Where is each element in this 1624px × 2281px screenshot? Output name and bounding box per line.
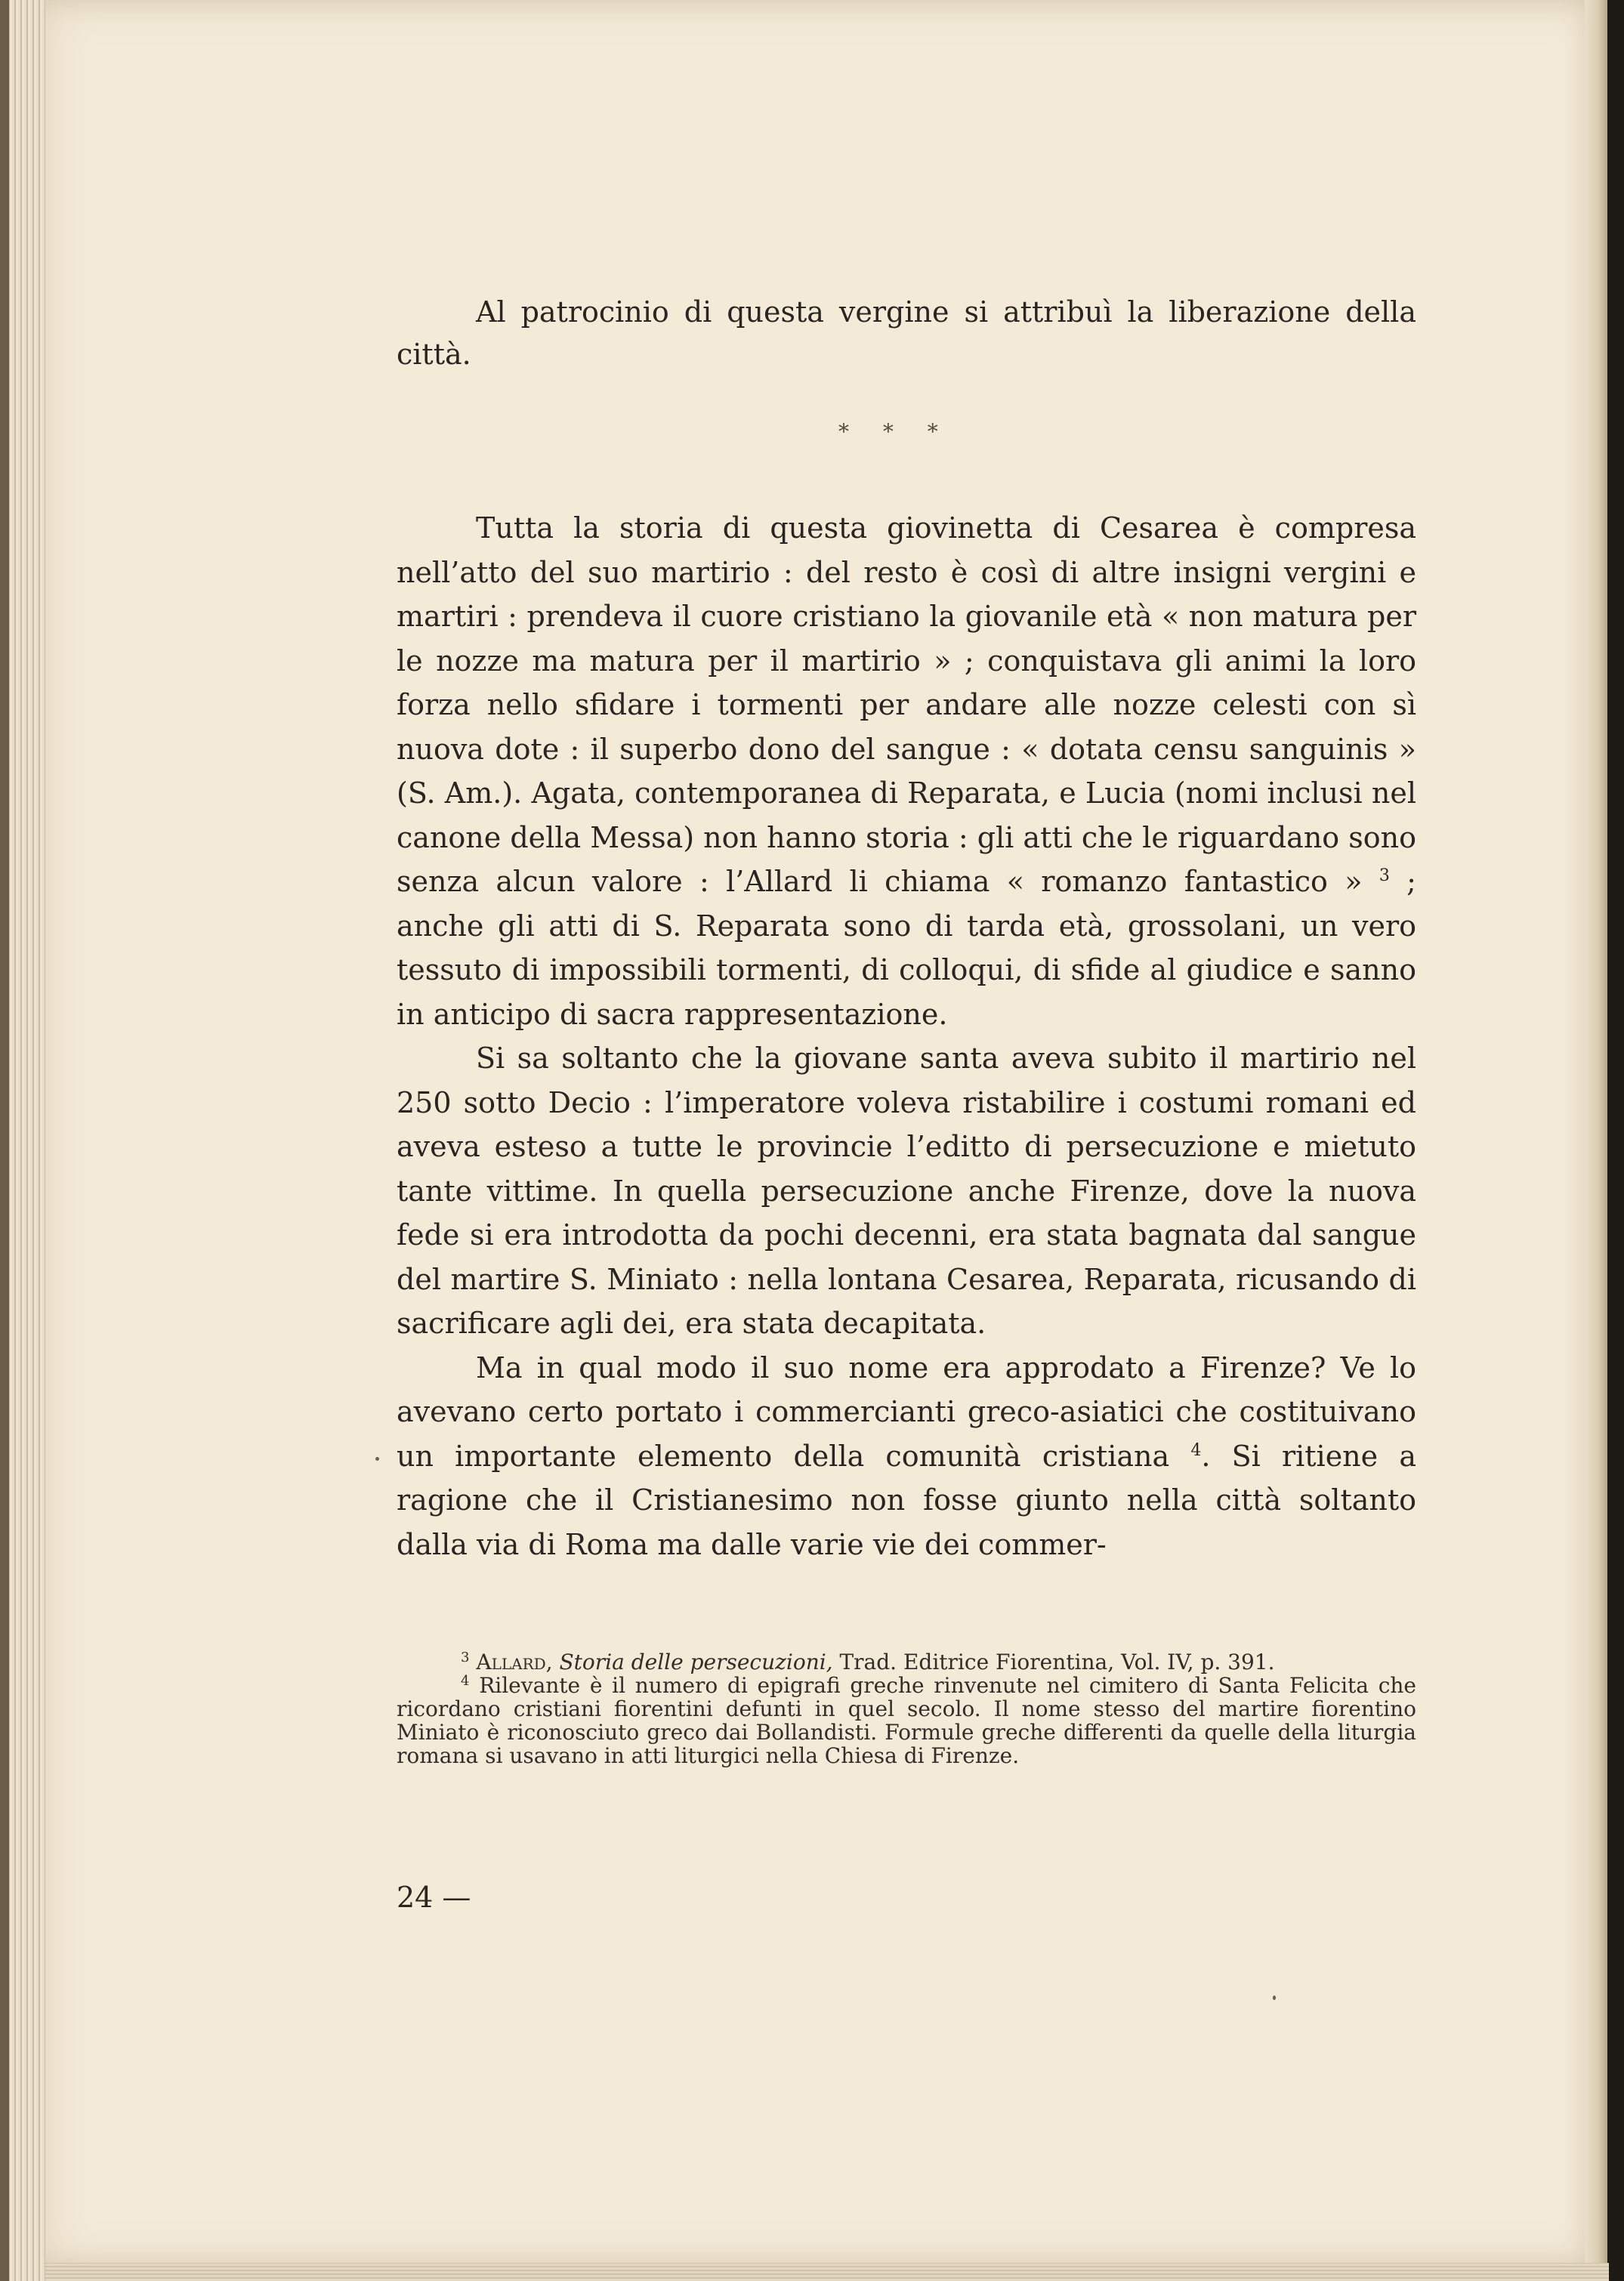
book-binding — [0, 0, 9, 2281]
footnote-3-title: Storia delle persecuzioni, — [559, 1650, 833, 1674]
footnote-4-number: 4 — [461, 1673, 470, 1689]
footnote-3-author: Allard, — [476, 1650, 553, 1674]
page-right-edge — [1585, 0, 1607, 2266]
footnote-ref-4: 4 — [1190, 1440, 1202, 1460]
paragraph-3-text-b: . Si ritiene a ragione che il Cristianesimo non fosse giunto nella città soltanto dalla via di Roma ma dalle varie vie dei commer- — [397, 1439, 1416, 1561]
paragraph-1-text-a: Tutta la storia di questa giovinetta di Cesarea è compresa nell’atto del suo martirio : del resto è così di altre insigni vergini e martiri : prendeva il cuore cristiano la giovanile età « non matura per le nozze ma matura per il martirio » ; conquistava gli animi la loro forza nello sfidare i tormenti per andare alle nozze celesti con sì nuova dote : il superbo dono del sangue : « dotata censu sanguinis » (S. Am.). Agata, contemporanea di Reparata, e Lucia (nomi inclusi nel canone della Messa) non hanno storia : gli atti che le riguardano sono senza alcun valore : l’Allard li chiama « romanzo fantastico » — [397, 511, 1416, 898]
intro-paragraph: Al patrocinio di questa vergine si attribuì la liberazione della città. — [397, 295, 1416, 371]
paragraph-1 — [397, 506, 1416, 1036]
body-text — [397, 506, 1416, 1566]
paragraph-2: Si sa soltanto che la giovane santa aveva subito il martirio nel 250 sotto Decio : l’imperatore voleva ristabilire i costumi romani ed aveva esteso a tutte le provincie l’editto di persecuzione e mietuto tante vittime. In quella persecuzione anche Firenze, dove la nuova fede si era introdotta da pochi decenni, era stata bagnata dal sangue del martire S. Miniato : nella lontana Cesarea, Reparata, ricusando di sacrificare agli dei, era stata decapitata. — [397, 1042, 1416, 1340]
paragraph-3-text-a: Ma in qual modo il suo nome era approdato a Firenze? Ve lo avevano certo portato i commercianti greco-asiatici che costituivano un importante elemento della comunità cristiana — [397, 1350, 1416, 1473]
paragraph-1-text-b: ; anche gli atti di S. Reparata sono di tarda età, grossolani, un vero tessuto di impossibili tormenti, di colloqui, di sfide al giudice e sanno in anticipo di sacra rappresentazione. — [397, 865, 1416, 1031]
footnote-4-text: Rilevante è il numero di epigrafi greche rinvenute nel cimitero di Santa Felicita che ricordano cristiani fiorentini defunti in quel secolo. Il nome stesso del martire fiorentino Miniato è riconosciuto greco dai Bollandisti. Formule greche differenti da quelle della liturgia romana si usavano in atti liturgici nella Chiesa di Firenze. — [397, 1673, 1417, 1768]
footnote-3-details: Trad. Editrice Fiorentina, Vol. IV, p. 391. — [839, 1650, 1275, 1674]
scan-speck — [375, 1457, 379, 1461]
footnote-4 — [397, 1674, 1416, 1767]
book-bottom-edge — [45, 2263, 1609, 2281]
page-number: 24 — — [397, 1881, 471, 1914]
footnote-ref-3: 3 — [1379, 866, 1390, 885]
section-separator: * * * — [838, 419, 952, 444]
footnote-3-number: 3 — [461, 1650, 470, 1665]
footnote-3 — [397, 1650, 1416, 1674]
footnotes — [397, 1650, 1416, 1767]
paragraph-3 — [397, 1346, 1416, 1567]
scan-speck — [1273, 1995, 1276, 2000]
